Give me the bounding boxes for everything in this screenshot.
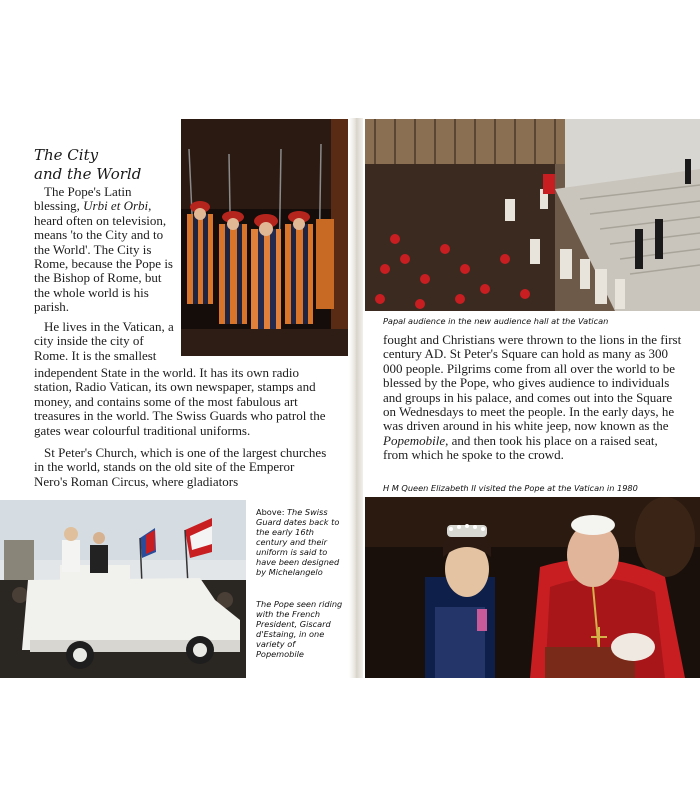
article-heading [34,146,174,184]
popemobile-caption: The Pope seen riding with the French President, Giscard d'Estaing, in one variety of Popemobile [256,599,343,659]
paragraph-1-start: The Pope's Latin blessing, [34,184,132,214]
paragraph-4-start: fought and Christians were thrown to the lions in the first century AD. St Peter's Square can hold as many as 300 000 people. Pilgrims come from all over the world to be blessed by the Pope, who gives audience to individuals and groups in his palace, and comes out into the Square on Wednesdays to meet the people. In the early days, he was driven around in his white jeep, now known as the [383,332,682,434]
popemobile-photo [0,500,246,678]
paragraph-4 [383,333,683,463]
popemobile-term: Popemobile [383,432,446,448]
paragraph-3: St Peter's Church, which is one of the largest churches in the world, stands on the old site of the Emperor Nero's Roman Circus, where gladiators [34,445,327,489]
swiss-guard-caption: Above: The Swiss Guard dates back to the early 16th century and their uniform is said to have been designed by Michelangelo [256,507,340,577]
paragraph-2-part-1: He lives in the Vatican, a city inside the city of Rome. It is the smallest [34,319,174,363]
book-gutter [349,118,363,678]
paragraph-2-part-2: independent State in the world. It has its own radio station, Radio Vatican, its own newspaper, stamps and money, and contains some of the most fabulous art treasures in the world. The Swiss Guards who patrol the gates wear colourful traditional uniforms. [34,365,326,438]
paragraph-4-end: , and then took his place on a raised seat, from which he spoke to the crowd. [383,432,658,463]
swiss-guards-photo [181,119,348,356]
heading-line-2: and the World [34,165,142,183]
paragraph-1-end: , heard often on television, means 'to the City and to the World'. The City is Rome, because the Pope is the Bishop of Rome, but the whole world is his parish. [34,198,173,315]
queen-and-pope-photo [365,497,700,678]
audience-hall-photo [365,119,700,311]
caption-lead: Above: [256,507,285,517]
paragraph-1 [34,185,180,315]
urbi-et-orbi: Urbi et Orbi [83,198,149,214]
heading-line-1: The City [34,146,99,164]
audience-hall-caption: Papal audience in the new audience hall at the Vatican [383,316,609,326]
queen-visit-caption: H M Queen Elizabeth II visited the Pope at the Vatican in 1980 [383,483,638,493]
